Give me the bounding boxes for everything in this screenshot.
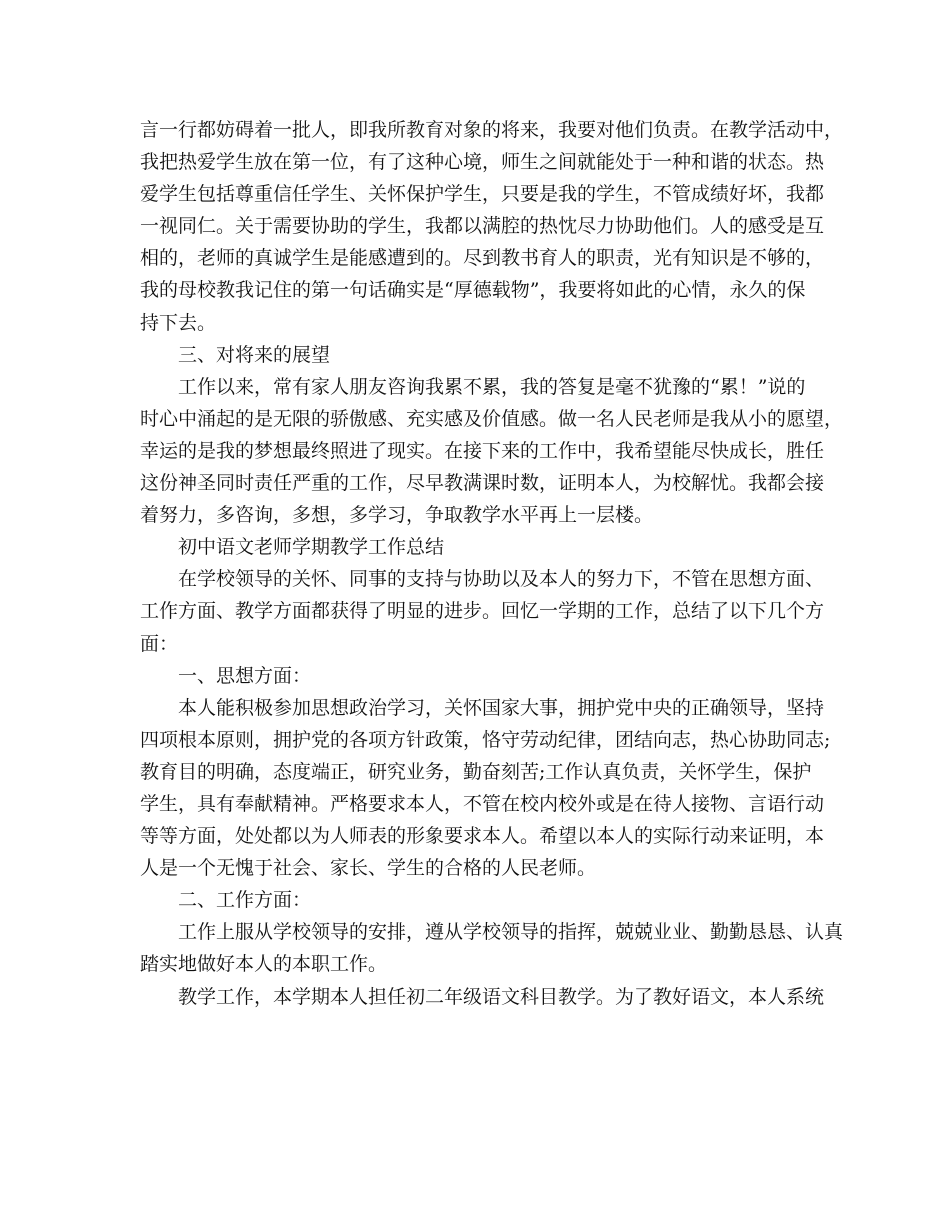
text-line: 时心中涌起的是无限的骄傲感、充实感及价值感。做一名人民老师是我从小的愿望， <box>140 407 844 430</box>
document-body <box>140 114 844 1013</box>
text-line: 着努力，多咨询，多想，多学习，争取教学水平再上一层楼。 <box>140 504 654 527</box>
paragraph-start: 工作上服从学校领导的安排，遵从学校领导的指挥，兢兢业业、勤勤恳恳、认真 <box>178 921 844 944</box>
text-line: 这份神圣同时责任严重的工作，尽早教满课时数，证明本人，为校解忧。我都会接 <box>140 472 825 495</box>
section-heading: 三、对将来的展望 <box>178 343 331 366</box>
text-line: 持下去。 <box>140 311 217 334</box>
text-line: 工作方面、教学方面都获得了明显的进步。回忆一学期的工作，总结了以下几个方 <box>140 600 825 623</box>
text-line: 一视同仁。关于需要协助的学生，我都以满腔的热忱尽力协助他们。人的感受是互 <box>140 215 825 238</box>
paragraph-start: 教学工作，本学期本人担任初二年级语文科目教学。为了教好语文，本人系统 <box>178 985 825 1008</box>
text-line: 学生，具有奉献精神。严格要求本人，不管在校内校外或是在待人接物、言语行动 <box>140 792 825 815</box>
text-line: 言一行都妨碍着一批人，即我所教育对象的将来，我要对他们负责。在教学活动中， <box>140 119 844 141</box>
paragraph-start: 本人能积极参加思想政治学习，关怀国家大事，拥护党中央的正确领导，坚持 <box>178 696 825 719</box>
text-line: 爱学生包括尊重信任学生、关怀保护学生，只要是我的学生，不管成绩好坏，我都 <box>140 183 825 206</box>
text-line: 我把热爱学生放在第一位，有了这种心境，师生之间就能处于一种和谐的状态。热 <box>140 151 825 174</box>
text-line: 人是一个无愧于社会、家长、学生的合格的人民老师。 <box>140 857 597 880</box>
section-heading: 一、思想方面： <box>178 664 312 687</box>
text-line: 等等方面，处处都以为人师表的形象要求本人。希望以本人的实际行动来证明，本 <box>140 825 825 848</box>
text-line: 踏实地做好本人的本职工作。 <box>140 953 388 976</box>
section-heading: 二、工作方面： <box>178 889 312 912</box>
paragraph-start: 工作以来，常有家人朋友咨询我累不累，我的答复是毫不犹豫的“累！”说的 <box>178 375 806 398</box>
text-line: 相的，老师的真诚学生是能感遭到的。尽到教书育人的职责，光有知识是不够的， <box>140 247 825 270</box>
document-title: 初中语文老师学期教学工作总结 <box>178 536 445 559</box>
text-line: 教育目的明确，态度端正，研究业务，勤奋刻苦;工作认真负责，关怀学生，保护 <box>140 760 812 783</box>
text-line: 我的母校教我记住的第一句话确实是“厚德载物”，我要将如此的心情，永久的保 <box>140 279 806 302</box>
paragraph-start: 在学校领导的关怀、同事的支持与协助以及本人的努力下，不管在思想方面、 <box>178 568 825 591</box>
text-line: 面： <box>140 632 179 655</box>
text-line: 幸运的是我的梦想最终照进了现实。在接下来的工作中，我希望能尽快成长，胜任 <box>140 439 825 462</box>
text-line: 四项根本原则，拥护党的各项方针政策，恪守劳动纪律，团结向志，热心协助同志; <box>140 728 831 751</box>
